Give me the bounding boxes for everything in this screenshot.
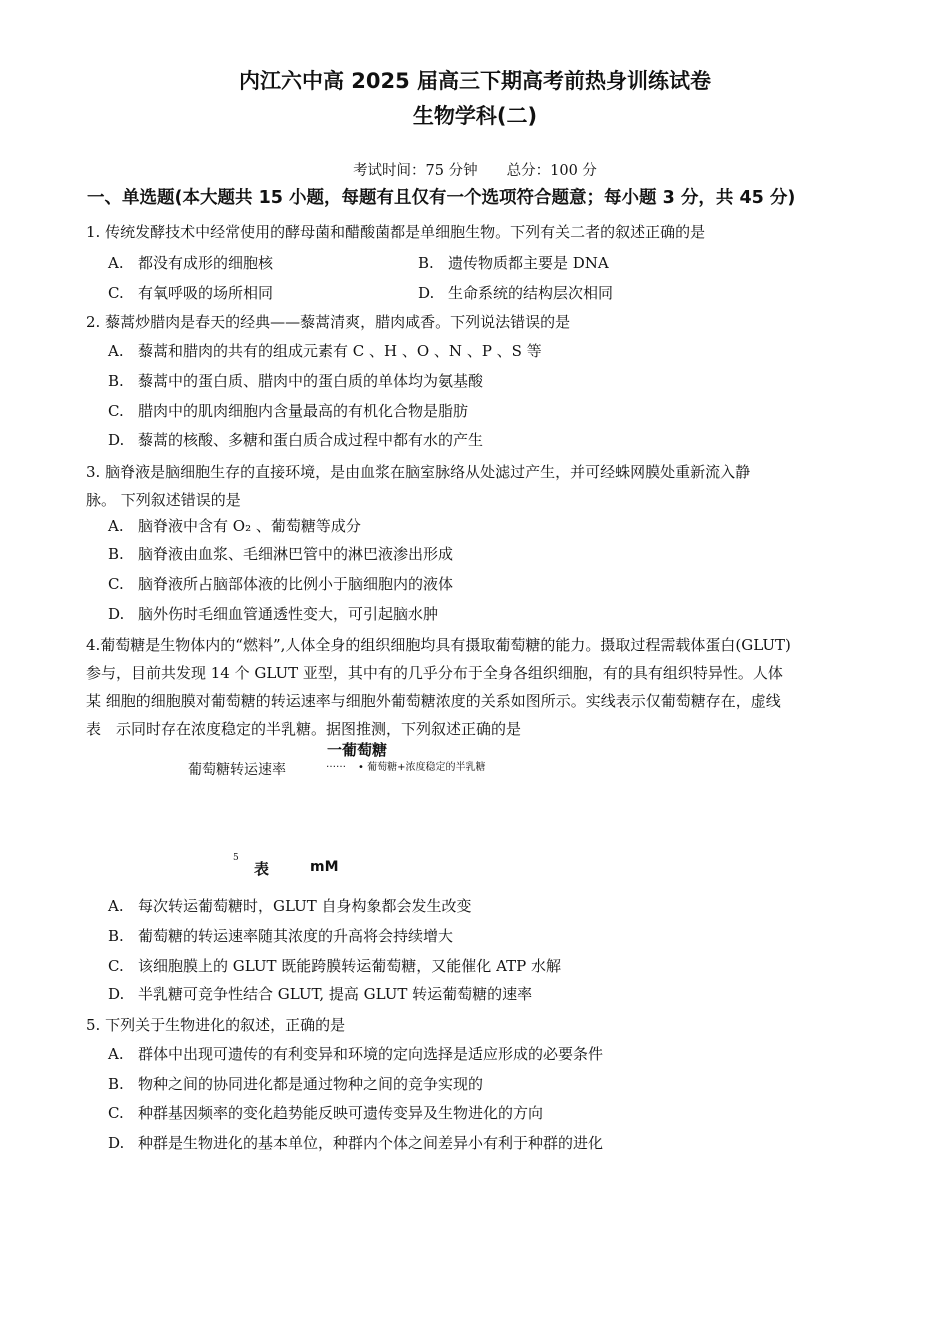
option-text: 都没有成形的细胞核 [138, 254, 274, 272]
option-text: 藜蒿中的蛋白质、腊肉中的蛋白质的单体均为氨基酸 [138, 372, 484, 390]
option-label: C. [108, 575, 124, 593]
question-2-option-a [108, 340, 542, 361]
option-label: C. [108, 957, 124, 975]
figure-x-unit: mM [310, 859, 339, 875]
figure-legend-solid: 一葡萄糖 [327, 741, 388, 759]
option-text: 藜蒿的核酸、多糖和蛋白质合成过程中都有水的产生 [138, 431, 484, 449]
option-label: D. [108, 605, 125, 623]
question-4-option-d [108, 983, 532, 1004]
figure-x-tick: 5 [233, 853, 239, 863]
question-3-option-b [108, 543, 453, 564]
figure-legend-dots: …… [326, 759, 346, 770]
question-2-option-c [108, 400, 468, 421]
question-4-stem-line4: 表 示同时存在浓度稳定的半乳糖。据图推测，下列叙述正确的是 [86, 720, 522, 738]
question-4-stem-line3: 某 细胞的细胞膜对葡萄糖的转运速率与细胞外葡萄糖浓度的关系如图所示。实线表示仅葡萄糖存在，虚线 [86, 692, 781, 710]
question-5-option-a [108, 1043, 603, 1064]
option-label: A. [108, 517, 124, 535]
figure-x-label-char: 表 [254, 860, 270, 878]
question-2-option-b [108, 370, 483, 391]
option-text: 种群基因频率的变化趋势能反映可遗传变异及生物进化的方向 [138, 1104, 544, 1122]
question-3-stem-line1: 3. 脑脊液是脑细胞生存的直接环境，是由血浆在脑室脉络从处滤过产生，并可经蛛网膜处重新流入静 [86, 463, 751, 481]
option-label: A. [108, 1045, 124, 1063]
option-label: B. [108, 927, 124, 945]
option-label: C. [108, 1104, 124, 1122]
question-1-stem: 1. 传统发酵技术中经常使用的酵母菌和醋酸菌都是单细胞生物。下列有关二者的叙述正确的是 [86, 223, 706, 241]
question-1-option-b [418, 252, 609, 273]
option-label: D. [108, 985, 125, 1003]
question-3-option-c [108, 573, 453, 594]
figure-legend-dashed: • 葡萄糖+浓度稳定的半乳糖 [358, 762, 486, 773]
option-label: A. [108, 897, 124, 915]
option-text: 脑脊液由血浆、毛细淋巴管中的淋巴液渗出形成 [138, 545, 454, 563]
section-heading: 一、单选题(本大题共 15 小题，每题有且仅有一个选项符合题意；每小题 3 分，共 45 分) [87, 188, 796, 208]
option-text: 脑外伤时毛细血管通透性变大，可引起脑水肿 [138, 605, 439, 623]
option-text: 半乳糖可竞争性结合 GLUT, 提高 GLUT 转运葡萄糖的速率 [138, 985, 533, 1003]
question-1-option-a [108, 252, 273, 273]
exam-title-line2: 生物学科(二) [412, 104, 538, 128]
option-label: D. [108, 431, 125, 449]
question-4-stem-line1: 4.葡萄糖是生物体内的“燃料”,人体全身的组织细胞均具有摄取葡萄糖的能力。摄取过程需载体蛋白(GLUT) [86, 636, 791, 654]
option-text: 藜蒿和腊肉的共有的组成元素有 C 、H 、O 、N 、P 、S 等 [138, 342, 542, 360]
question-1-option-d [418, 282, 613, 303]
option-text: 葡萄糖的转运速率随其浓度的升高将会持续增大 [138, 927, 454, 945]
option-label: A. [108, 254, 124, 272]
question-2-option-d [108, 429, 483, 450]
option-text: 有氧呼吸的场所相同 [138, 284, 274, 302]
option-label: B. [108, 545, 124, 563]
option-label: C. [108, 402, 124, 420]
question-5-option-b [108, 1073, 483, 1094]
question-4-option-b [108, 925, 453, 946]
question-4-option-c [108, 955, 561, 976]
question-2-stem: 2. 藜蒿炒腊肉是春天的经典——藜蒿清爽，腊肉咸香。下列说法错误的是 [86, 313, 571, 331]
option-label: A. [108, 342, 124, 360]
option-label: B. [418, 254, 434, 272]
exam-info: 考试时间：75 分钟 总分：100 分 [353, 163, 597, 179]
option-text: 该细胞膜上的 GLUT 既能跨膜转运葡萄糖，又能催化 ATP 水解 [138, 957, 561, 975]
option-label: D. [418, 284, 435, 302]
option-label: B. [108, 372, 124, 390]
option-text: 腊肉中的肌肉细胞内含量最高的有机化合物是脂肪 [138, 402, 469, 420]
option-text: 物种之间的协同进化都是通过物种之间的竞争实现的 [138, 1075, 484, 1093]
option-label: C. [108, 284, 124, 302]
question-5-option-d [108, 1132, 603, 1153]
figure-y-axis-label: 葡萄糖转运速率 [188, 762, 286, 778]
option-text: 生命系统的结构层次相同 [448, 284, 614, 302]
question-4-option-a [108, 895, 472, 916]
question-1-option-c [108, 282, 273, 303]
question-5-option-c [108, 1102, 543, 1123]
option-text: 脑脊液中含有 O₂ 、葡萄糖等成分 [138, 517, 361, 535]
option-text: 脑脊液所占脑部体液的比例小于脑细胞内的液体 [138, 575, 454, 593]
option-label: B. [108, 1075, 124, 1093]
question-4-stem-line2: 参与，目前共发现 14 个 GLUT 亚型，其中有的几乎分布于全身各组织细胞，有的具有组织特异性。人体 [86, 664, 783, 682]
question-3-option-a [108, 515, 361, 536]
exam-title-line1: 内江六中高 2025 届高三下期高考前热身训练试卷 [238, 69, 712, 93]
option-text: 种群是生物进化的基本单位，种群内个体之间差异小有利于种群的进化 [138, 1134, 604, 1152]
question-3-stem-line2: 脉。 下列叙述错误的是 [86, 491, 241, 509]
option-label: D. [108, 1134, 125, 1152]
option-text: 每次转运葡萄糖时，GLUT 自身构象都会发生改变 [138, 897, 472, 915]
question-5-stem: 5. 下列关于生物进化的叙述，正确的是 [86, 1016, 346, 1034]
option-text: 遗传物质都主要是 DNA [448, 254, 609, 272]
question-3-option-d [108, 603, 438, 624]
option-text: 群体中出现可遗传的有利变异和环境的定向选择是适应形成的必要条件 [138, 1045, 604, 1063]
